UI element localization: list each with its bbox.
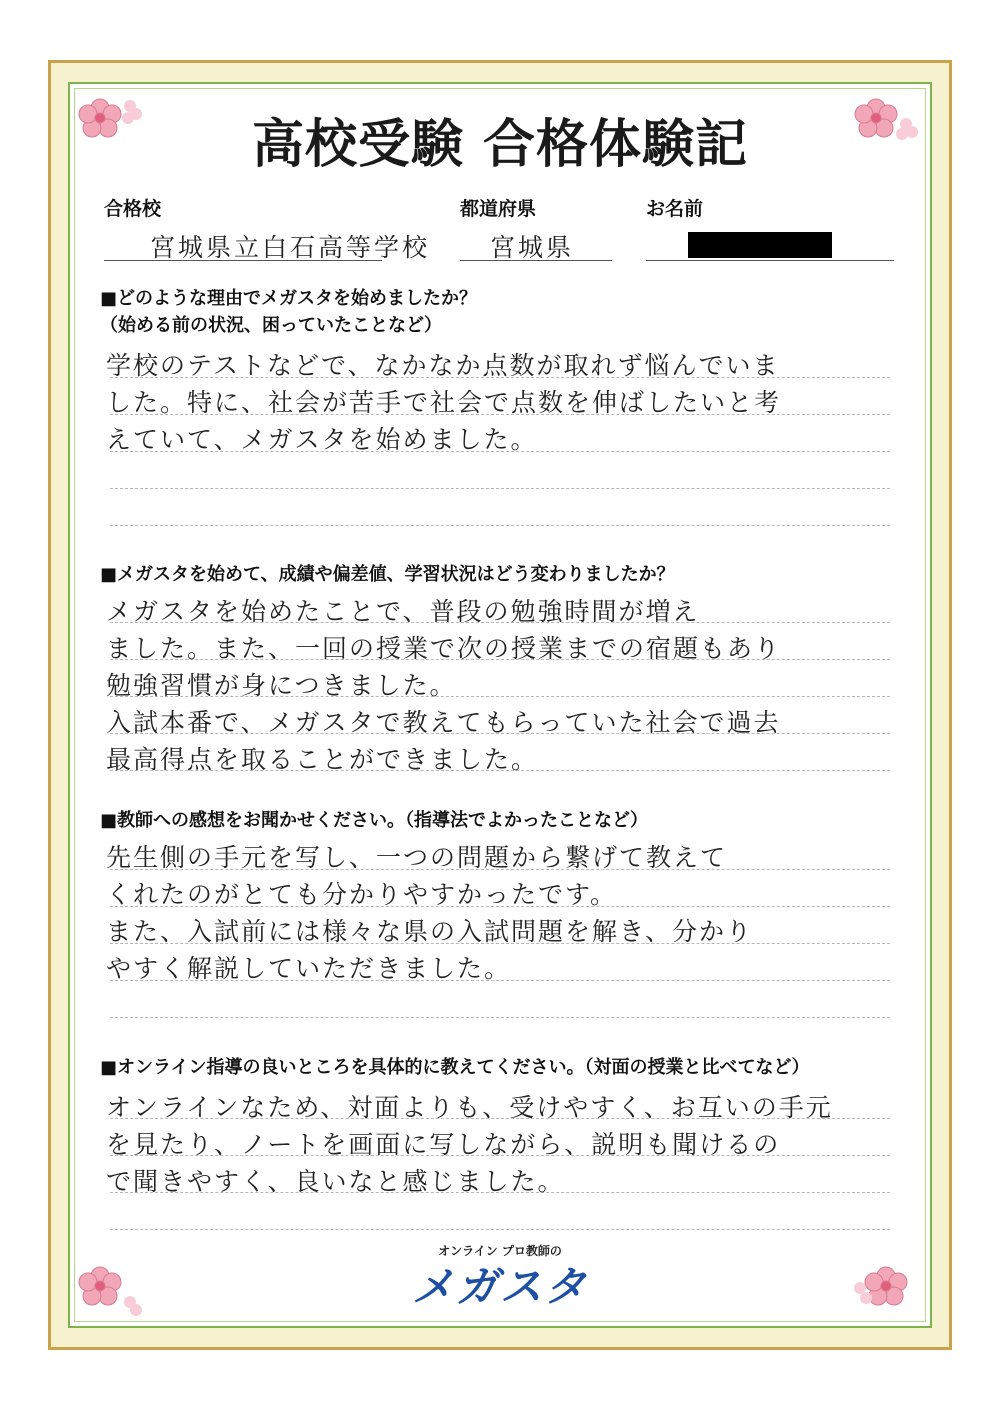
prefecture-value: 宮城県	[490, 233, 575, 262]
answer-2-line-4: 入試本番で、メガスタで教えてもらっていた社会で過去	[106, 708, 781, 737]
question-4: ■オンライン指導の良いところを具体的に教えてください。（対面の授業と比べてなど）	[100, 1057, 810, 1078]
question-1: ■どのような理由でメガスタを始めましたか？	[100, 288, 478, 309]
answer-rule	[110, 1229, 890, 1230]
school-label: 合格校	[104, 198, 162, 220]
answer-4-line-1: オンラインなため、対面よりも、受けやすく、お互いの手元	[106, 1093, 833, 1122]
name-underline	[646, 260, 894, 261]
answer-2-line-1: メガスタを始めたことで、普段の勉強時間が増え	[106, 597, 700, 626]
school-underline	[104, 260, 382, 261]
answer-3-line-3: また、入試前には様々な県の入試問題を解き、分かり	[106, 917, 754, 946]
answer-3-line-2: くれたのがとても分かりやすかったです。	[106, 880, 618, 909]
answer-4-line-3: で聞きやすく、良いなと感じました。	[106, 1167, 565, 1196]
logo-tagline: オンライン プロ教師の	[438, 1244, 562, 1258]
answer-1-line-1: 学校のテストなどで、なかなか点数が取れず悩んでいま	[106, 351, 780, 380]
answer-1-line-2: した。特に、社会が苦手で社会で点数を伸ばしたいと考	[106, 388, 782, 417]
question-1-sub: （始める前の状況、困っていたことなど）	[100, 315, 442, 336]
answer-rule	[110, 525, 890, 526]
question-3: ■教師への感想をお聞かせください。（指導法でよかったことなど）	[100, 810, 649, 831]
answer-4-line-2: を見たり、ノートを画面に写しながら、説明も聞けるの	[106, 1130, 781, 1159]
logo-wordmark: メガスタ	[411, 1262, 588, 1311]
question-2: ■メガスタを始めて、成績や偏差値、学習状況はどう変わりましたか？	[100, 564, 675, 585]
answer-rule	[110, 1017, 890, 1018]
answer-2-line-5: 最高得点を取ることができました。	[106, 745, 539, 774]
answer-3-line-4: やすく解説していただきました。	[106, 954, 512, 983]
name-label: お名前	[646, 198, 704, 220]
answer-rule	[110, 488, 890, 489]
answer-1-line-3: えていて、メガスタを始めました。	[106, 425, 538, 454]
school-value: 宮城県立白石高等学校	[150, 233, 431, 262]
answer-3-line-1: 先生側の手元を写し、一つの問題から繋げて教えて	[106, 843, 728, 872]
answer-2-line-2: ました。また、一回の授業で次の授業までの宿題もあり	[106, 634, 782, 663]
prefecture-underline	[460, 260, 612, 261]
name-redaction	[688, 232, 832, 258]
page-title: 高校受験 合格体験記	[251, 115, 749, 175]
prefecture-label: 都道府県	[460, 198, 537, 220]
answer-2-line-3: 勉強習慣が身につきました。	[106, 671, 457, 700]
